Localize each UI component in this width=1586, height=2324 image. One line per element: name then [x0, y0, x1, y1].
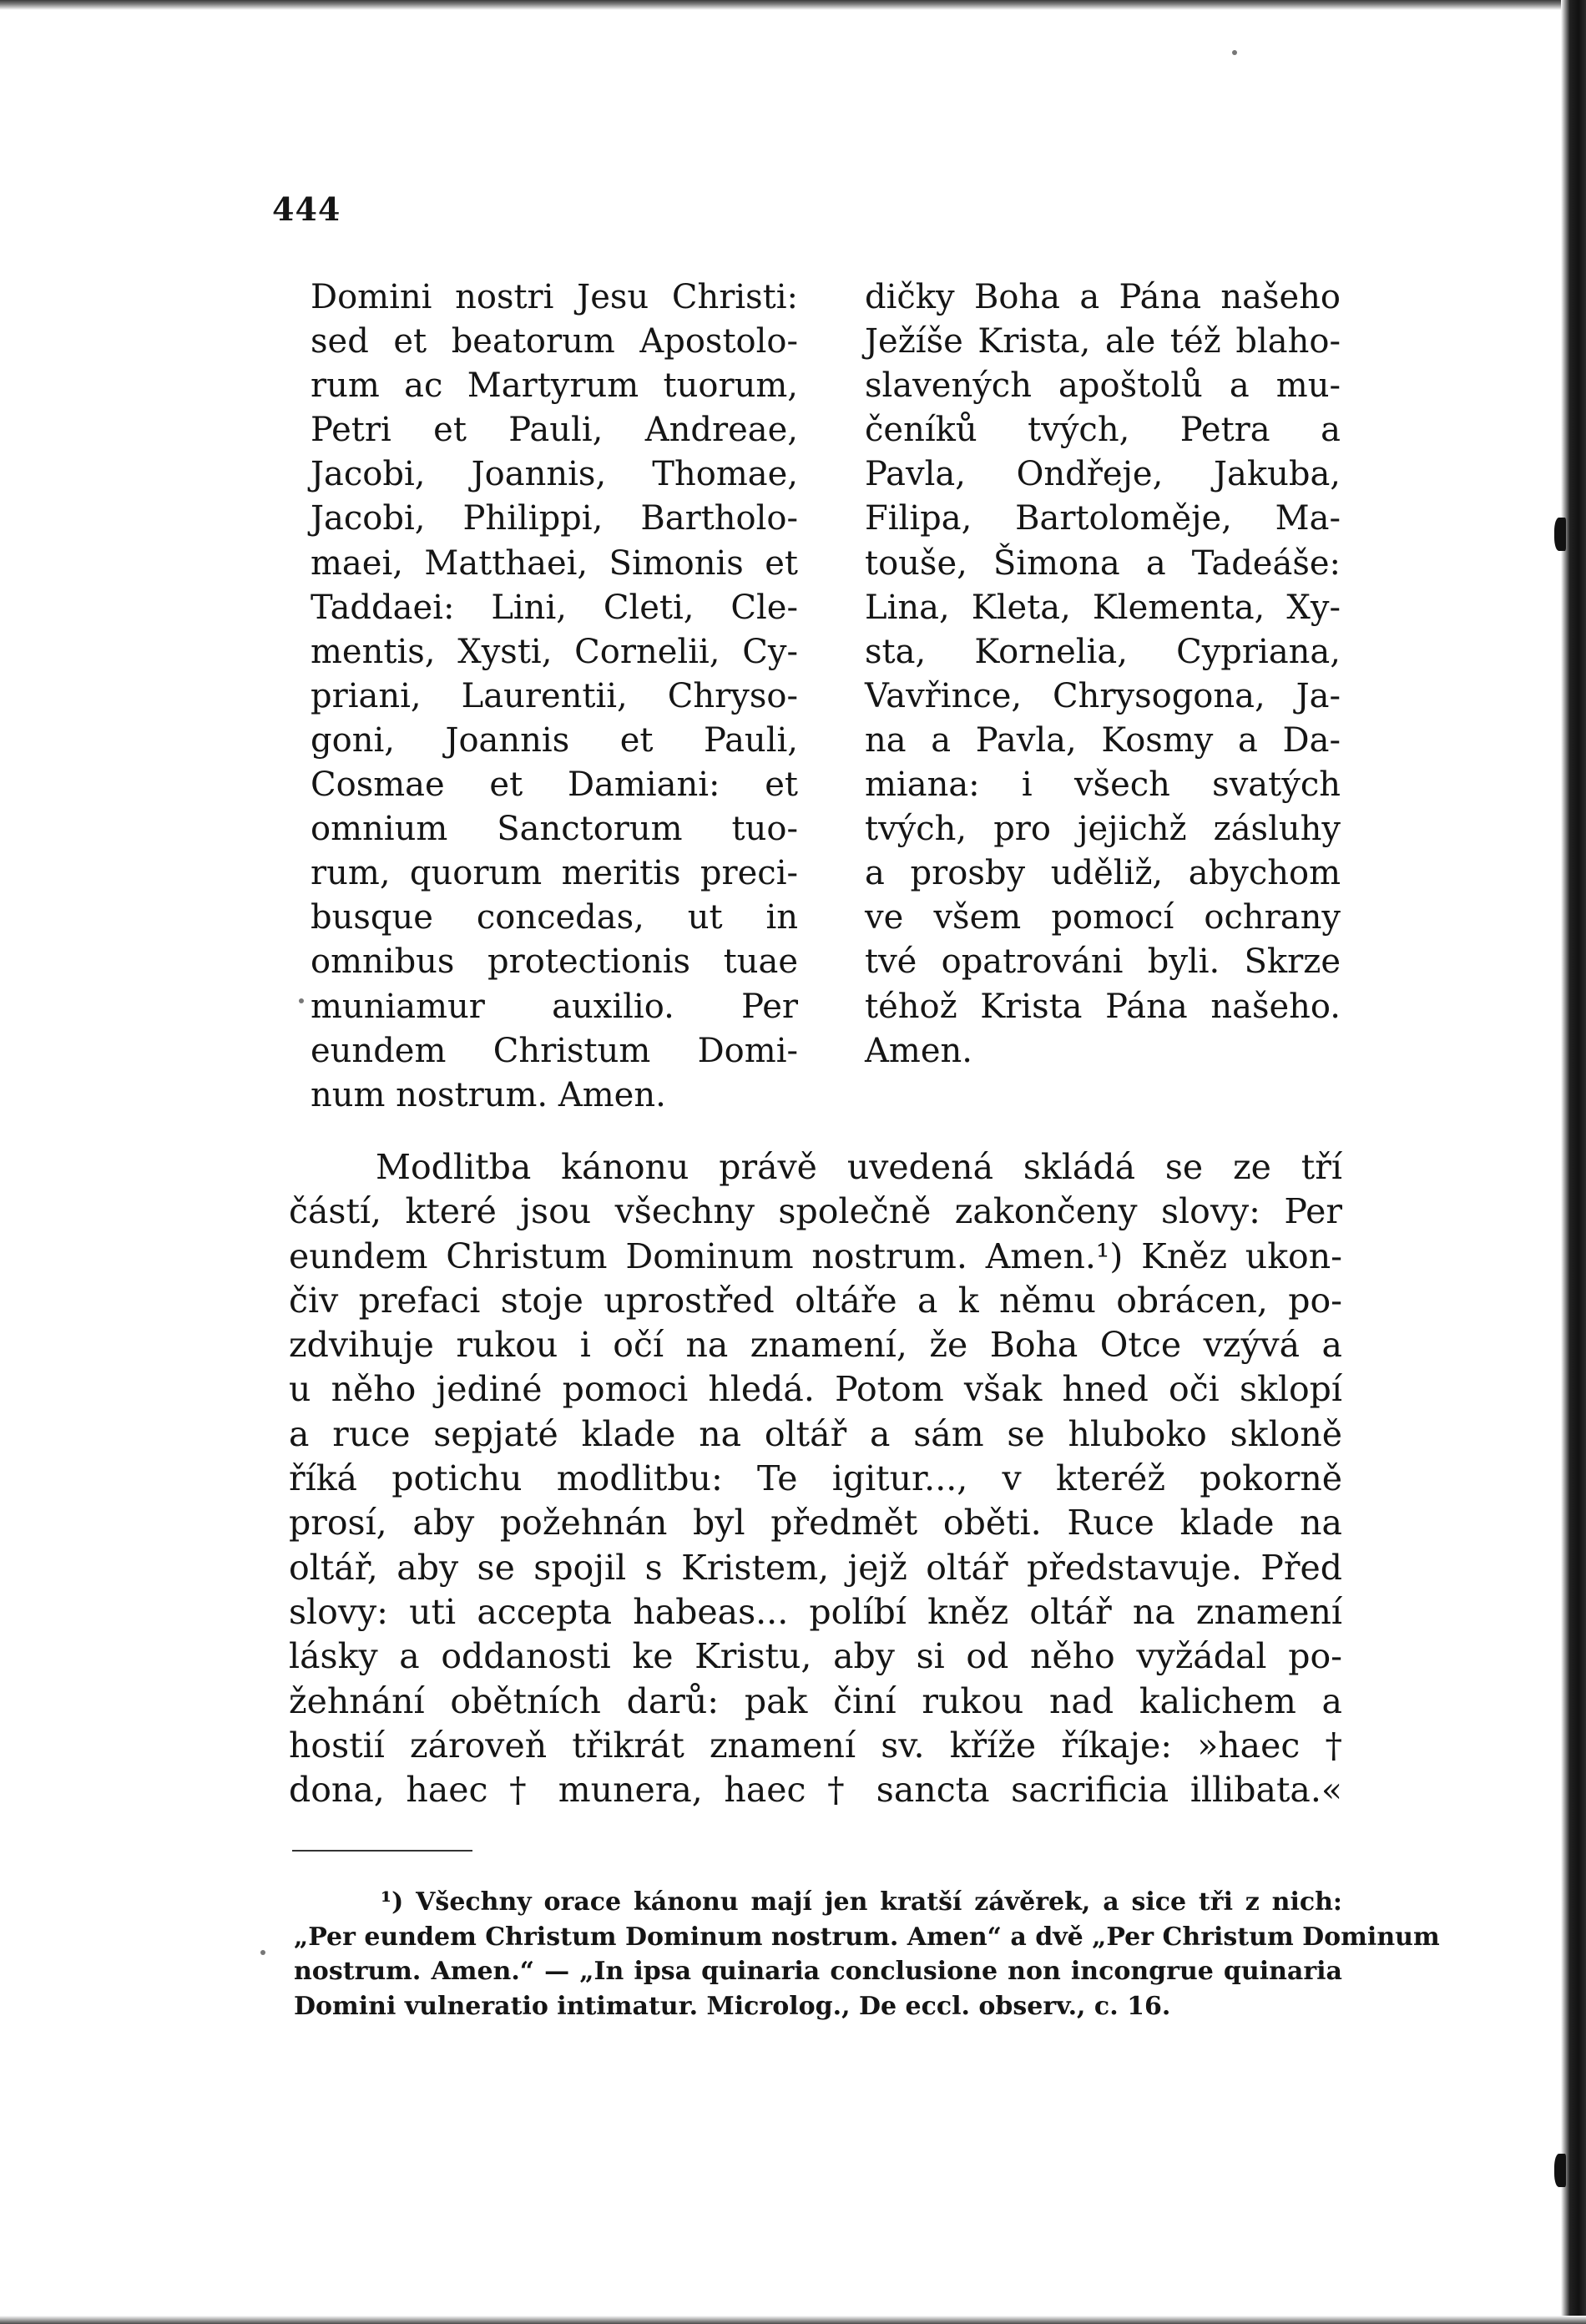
scan-bottom-edge — [0, 2316, 1586, 2324]
body-paragraph — [289, 1145, 1342, 1812]
body-line: hostií zároveň třikrát znamení sv. kříže říkaje: »haec † — [289, 1725, 1342, 1766]
latin-line: rum, quorum meritis preci- — [311, 854, 798, 893]
footnote-line: nostrum. Amen.“ — „In ipsa quinaria conclusione non incongrue quinaria — [294, 1957, 1342, 1986]
footnote-separator — [292, 1850, 472, 1852]
latin-line: muniamur auxilio. Per — [311, 987, 798, 1026]
czech-line: tvých, pro jejichž zásluhy — [865, 810, 1341, 849]
footnote-line: „Per eundem Christum Dominum nostrum. Amen“ a dvě „Per Christum Dominum — [294, 1922, 1440, 1952]
czech-line: Amen. — [865, 1031, 972, 1070]
body-line: slovy: uti accepta habeas... políbí kněz oltář na znamení — [289, 1591, 1342, 1632]
latin-line: omnium Sanctorum tuo- — [311, 810, 798, 849]
latin-line: goni, Joannis et Pauli, — [311, 720, 798, 760]
latin-line: Jacobi, Joannis, Thomae, — [311, 455, 798, 494]
czech-line: ve všem pomocí ochrany — [865, 898, 1341, 937]
czech-line: a prosby uděliž, abychom — [865, 854, 1341, 893]
latin-line: eundem Christum Domi- — [311, 1031, 798, 1070]
body-line: Modlitba kánonu právě uvedená skládá se ze tří — [376, 1147, 1342, 1187]
page-number: 444 — [272, 190, 341, 228]
body-line: čiv prefaci stoje uprostřed oltáře a k němu obrácen, po- — [289, 1280, 1342, 1321]
czech-line: Filipa, Bartoloměje, Ma- — [865, 499, 1341, 538]
footnote — [294, 1885, 1440, 2023]
czech-line: Vavřince, Chrysogona, Ja- — [865, 676, 1341, 715]
latin-line: busque concedas, ut in — [311, 898, 798, 937]
binding-mark — [1554, 2154, 1566, 2187]
body-line: eundem Christum Dominum nostrum. Amen.¹) Kněz ukon- — [289, 1235, 1342, 1276]
body-line: zdvihuje rukou i očí na znamení, že Boha Otce vzývá a — [289, 1325, 1342, 1366]
czech-line: téhož Krista Pána našeho. — [865, 987, 1341, 1026]
czech-line: sta, Kornelia, Cypriana, — [865, 632, 1341, 671]
scan-speck — [1232, 50, 1237, 55]
latin-line: Taddaei: Lini, Cleti, Cle- — [311, 588, 798, 627]
latin-line: Jacobi, Philippi, Bartholo- — [311, 499, 798, 538]
latin-line: mentis, Xysti, Cornelii, Cy- — [311, 632, 798, 671]
czech-line: dičky Boha a Pána našeho — [865, 278, 1341, 316]
latin-line: omnibus protectionis tuae — [311, 942, 798, 982]
czech-line: touše, Šimona a Tadeáše: — [865, 543, 1341, 583]
body-line: lásky a oddanosti ke Kristu, aby si od něho vyžádal po- — [289, 1636, 1342, 1677]
body-line: a ruce sepjaté klade na oltář a sám se hluboko skloně — [289, 1413, 1342, 1454]
body-line: žehnání obětních darů: pak činí rukou nad kalichem a — [289, 1680, 1342, 1721]
latin-line: priani, Laurentii, Chryso- — [311, 676, 798, 715]
czech-line: čeníků tvých, Petra a — [865, 411, 1341, 450]
body-line: částí, které jsou všechny společně zakončeny slovy: Per — [289, 1191, 1342, 1232]
body-line: u něho jediné pomoci hledá. Potom však hned oči sklopí — [289, 1369, 1342, 1410]
latin-line: maei, Matthaei, Simonis et — [311, 543, 798, 583]
czech-line: tvé opatrováni byli. Skrze — [865, 942, 1341, 982]
body-line: prosí, aby požehnán byl předmět oběti. Ruce klade na — [289, 1503, 1342, 1543]
body-line: dona, haec † munera, haec † sancta sacrificia illibata.« — [289, 1770, 1342, 1811]
body-line: oltář, aby se spojil s Kristem, jejž oltář představuje. Před — [289, 1547, 1342, 1588]
latin-prayer-column — [311, 275, 798, 1118]
czech-line: slavených apoštolů a mu- — [865, 366, 1341, 406]
latin-line: num nostrum. Amen. — [311, 1075, 666, 1114]
latin-line: Domini nostri Jesu Christi: — [311, 278, 798, 316]
latin-line: rum ac Martyrum tuorum, — [311, 366, 798, 406]
footnote-line: Domini vulneratio intimatur. Microlog., De eccl. observ., c. 16. — [294, 1991, 1171, 2021]
footnote-line: ¹) Všechny orace kánonu mají jen kratší závěrek, a sice tři z nich: — [381, 1887, 1342, 1917]
body-line: říká potichu modlitbu: Te igitur..., v kteréž pokorně — [289, 1458, 1342, 1499]
czech-line: miana: i všech svatých — [865, 765, 1341, 805]
czech-line: na a Pavla, Kosmy a Da- — [865, 720, 1341, 760]
latin-line: sed et beatorum Apostolo- — [311, 322, 798, 361]
latin-line: Cosmae et Damiani: et — [311, 765, 798, 805]
binding-mark — [1554, 518, 1566, 551]
scan-top-edge — [0, 0, 1586, 10]
czech-line: Ježíše Krista, ale též blaho- — [865, 322, 1341, 361]
czech-line: Pavla, Ondřeje, Jakuba, — [865, 455, 1341, 494]
czech-line: Lina, Kleta, Klementa, Xy- — [865, 588, 1341, 627]
czech-translation-column — [865, 275, 1341, 1074]
scan-binding-edge — [1561, 0, 1586, 2324]
latin-line: Petri et Pauli, Andreae, — [311, 411, 798, 450]
scan-speck — [260, 1950, 265, 1955]
scan-speck — [299, 998, 304, 1003]
